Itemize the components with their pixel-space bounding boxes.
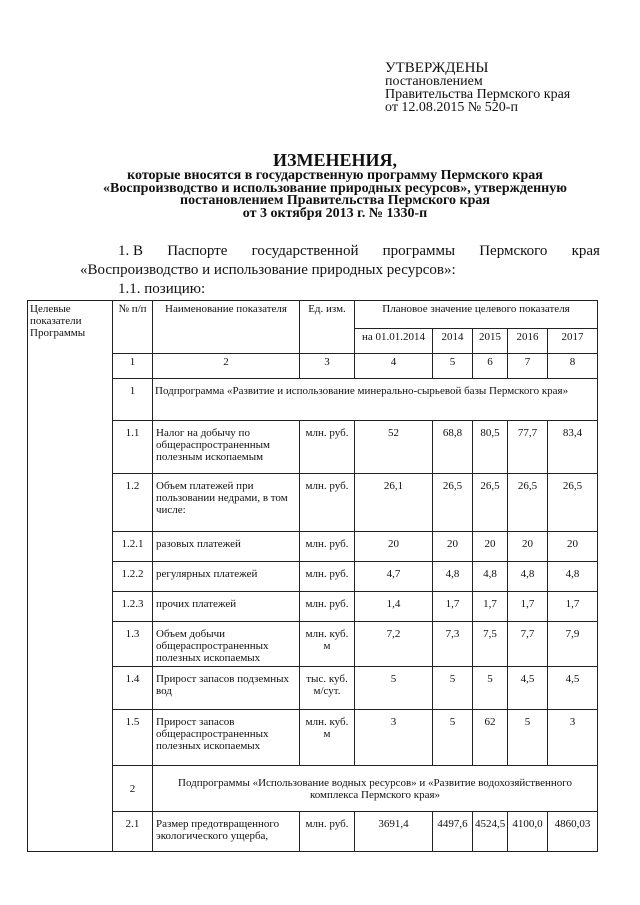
table-row — [28, 592, 598, 622]
value-cell: 1,4 — [355, 592, 433, 622]
indicator-name: разовых платежей — [153, 532, 300, 562]
value-cell: 4,8 — [433, 562, 473, 592]
row-number: 1.1 — [113, 421, 153, 474]
approved-heading: УТВЕРЖДЕНЫ — [385, 60, 489, 76]
value-cell: 1,7 — [508, 592, 548, 622]
approved-line: Правительства Пермского края — [385, 87, 571, 102]
title-line: постановлением Правительства Пермского края — [180, 193, 490, 208]
unit-cell: млн. руб. — [300, 592, 355, 622]
value-cell: 7,9 — [548, 622, 598, 667]
value-cell: 52 — [355, 421, 433, 474]
planned-header: Плановое значение целевого показателя — [355, 301, 598, 329]
paragraph-1 — [80, 242, 600, 280]
unit-cell: млн. руб. — [300, 532, 355, 562]
value-cell: 77,7 — [508, 421, 548, 474]
value-cell: 26,5 — [548, 474, 598, 532]
value-cell: 4,5 — [548, 667, 598, 710]
value-cell: 20 — [355, 532, 433, 562]
value-cell: 4,5 — [508, 667, 548, 710]
year-header: 2017 — [548, 329, 598, 354]
word: программы — [382, 243, 456, 259]
word: края — [571, 243, 600, 259]
unit-cell: млн. руб. — [300, 421, 355, 474]
approved-line: постановлением — [385, 74, 483, 89]
approval-stamp — [385, 62, 625, 114]
subprogram-number: 2 — [113, 766, 153, 812]
row-number: 1.2.2 — [113, 562, 153, 592]
year-header: на 01.01.2014 — [355, 329, 433, 354]
value-cell: 7,3 — [433, 622, 473, 667]
table-row — [28, 812, 598, 852]
value-cell: 5 — [508, 710, 548, 766]
value-cell: 7,5 — [473, 622, 508, 667]
indicator-name: Размер предотвращенного экологического ущерба, — [153, 812, 300, 852]
value-cell: 4,8 — [548, 562, 598, 592]
value-cell: 5 — [355, 667, 433, 710]
year-header: 2014 — [433, 329, 473, 354]
table-row — [28, 474, 598, 532]
value-cell: 1,7 — [433, 592, 473, 622]
value-cell: 3 — [355, 710, 433, 766]
value-cell: 80,5 — [473, 421, 508, 474]
value-cell: 20 — [548, 532, 598, 562]
value-cell: 1,7 — [548, 592, 598, 622]
name-header: Наименование показателя — [153, 301, 300, 354]
row-number: 1.5 — [113, 710, 153, 766]
value-cell: 4,8 — [473, 562, 508, 592]
indicator-name: Прирост запасов общераспространенных полезных ископаемых — [153, 710, 300, 766]
indicator-name: Налог на добычу по общераспространенным полезным ископаемым — [153, 421, 300, 474]
value-cell: 7,7 — [508, 622, 548, 667]
col-number: 4 — [355, 354, 433, 379]
indicators-table — [27, 300, 598, 852]
title-line: которые вносятся в государственную программу Пермского края — [127, 168, 543, 183]
approved-date: от 12.08.2015 № 520-п — [385, 100, 518, 115]
year-header: 2015 — [473, 329, 508, 354]
unit-cell: тыс. куб. м/сут. — [300, 667, 355, 710]
col-number: 3 — [300, 354, 355, 379]
word: Пермского — [479, 243, 548, 259]
value-cell: 4524,5 — [473, 812, 508, 852]
col-number: 6 — [473, 354, 508, 379]
value-cell: 3691,4 — [355, 812, 433, 852]
row-number: 2.1 — [113, 812, 153, 852]
col-number: 8 — [548, 354, 598, 379]
value-cell: 4,7 — [355, 562, 433, 592]
unit-cell: млн. куб. м — [300, 710, 355, 766]
col-number: 2 — [153, 354, 300, 379]
value-cell: 4100,0 — [508, 812, 548, 852]
unit-cell: млн. руб. — [300, 474, 355, 532]
unit-cell: млн. руб. — [300, 562, 355, 592]
value-cell: 5 — [433, 667, 473, 710]
indicator-name: Объем добычи общераспространенных полезных ископаемых — [153, 622, 300, 667]
title-line: от 3 октября 2013 г. № 1330-п — [242, 205, 428, 221]
value-cell: 1,7 — [473, 592, 508, 622]
value-cell: 20 — [508, 532, 548, 562]
table-row — [28, 562, 598, 592]
subprogram-row — [28, 766, 598, 812]
unit-cell: млн. руб. — [300, 812, 355, 852]
table-row — [28, 667, 598, 710]
goals-header-cell: Целевые показатели Программы — [28, 301, 113, 852]
indicator-name: Объем платежей при пользовании недрами, в том числе: — [153, 474, 300, 532]
subprogram-number: 1 — [113, 379, 153, 421]
value-cell: 3 — [548, 710, 598, 766]
value-cell: 5 — [433, 710, 473, 766]
row-number: 1.2 — [113, 474, 153, 532]
value-cell: 5 — [473, 667, 508, 710]
value-cell: 20 — [433, 532, 473, 562]
indicator-name: Прирост запасов подземных вод — [153, 667, 300, 710]
value-cell: 7,2 — [355, 622, 433, 667]
row-number: 1.3 — [113, 622, 153, 667]
word: 1. В — [118, 243, 144, 259]
row-number: 1.2.3 — [113, 592, 153, 622]
value-cell: 26,5 — [433, 474, 473, 532]
value-cell: 62 — [473, 710, 508, 766]
table-row — [28, 622, 598, 667]
word: государственной — [251, 243, 359, 259]
value-cell: 26,5 — [473, 474, 508, 532]
col-number: 5 — [433, 354, 473, 379]
value-cell: 68,8 — [433, 421, 473, 474]
indicator-name: регулярных платежей — [153, 562, 300, 592]
column-numbers-row — [28, 354, 598, 379]
paragraph-1-line2: «Воспроизводство и использование природных ресурсов»: — [80, 262, 456, 278]
value-cell: 4860,03 — [548, 812, 598, 852]
col-number: 1 — [113, 354, 153, 379]
value-cell: 4,8 — [508, 562, 548, 592]
year-header: 2016 — [508, 329, 548, 354]
subprogram-title: Подпрограмма «Развитие и использование минерально-сырьевой базы Пермского края» — [153, 379, 598, 421]
value-cell: 26,1 — [355, 474, 433, 532]
subprogram-row — [28, 379, 598, 421]
unit-header: Ед. изм. — [300, 301, 355, 354]
table-row — [28, 710, 598, 766]
title-line: «Воспроизводство и использование природных ресурсов», утвержденную — [103, 180, 567, 196]
col-number: 7 — [508, 354, 548, 379]
title-main: ИЗМЕНЕНИЯ, — [272, 150, 397, 170]
unit-cell: млн. куб. м — [300, 622, 355, 667]
table-row — [28, 421, 598, 474]
value-cell: 26,5 — [508, 474, 548, 532]
word: Паспорте — [167, 243, 228, 259]
subprogram-title: Подпрограммы «Использование водных ресурсов» и «Развитие водохозяйственного комплекса Пермского края» — [153, 766, 598, 812]
document-title — [70, 150, 600, 220]
row-number: 1.4 — [113, 667, 153, 710]
value-cell: 83,4 — [548, 421, 598, 474]
table-row — [28, 532, 598, 562]
value-cell: 20 — [473, 532, 508, 562]
row-number: 1.2.1 — [113, 532, 153, 562]
value-cell: 4497,6 — [433, 812, 473, 852]
paragraph-2: 1.1. позицию: — [118, 281, 206, 297]
indicator-name: прочих платежей — [153, 592, 300, 622]
num-header: № п/п — [113, 301, 153, 354]
